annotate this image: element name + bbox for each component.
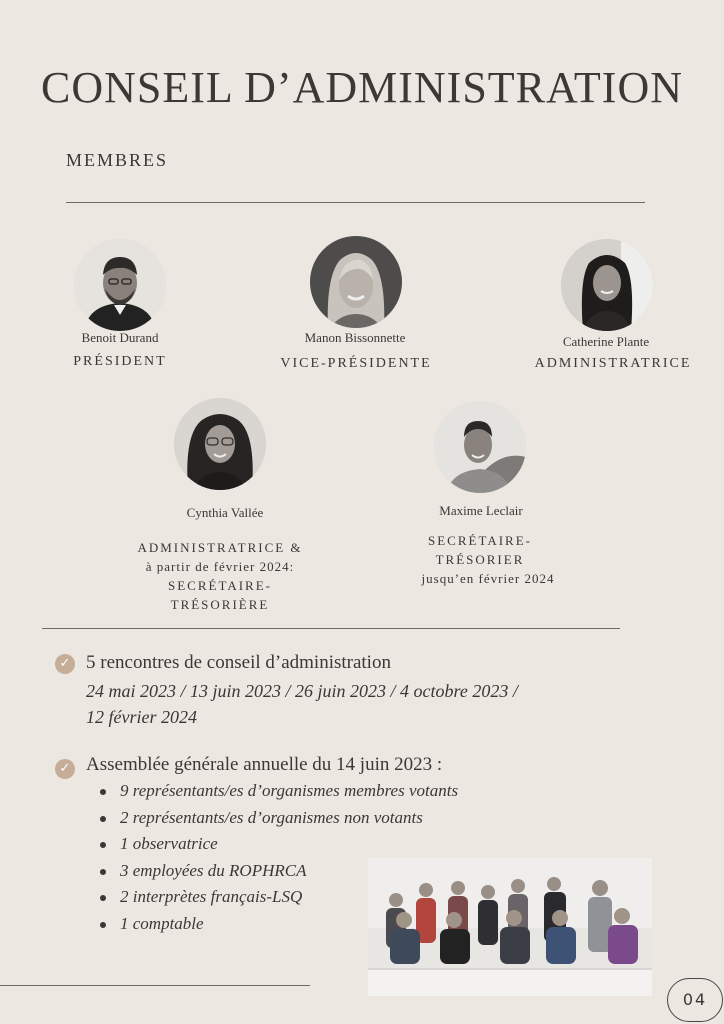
divider-top bbox=[66, 202, 645, 203]
avatar-maxime-leclair bbox=[434, 401, 526, 493]
member-role-line: à partir de février 2024: bbox=[145, 559, 295, 574]
checkmark-icon: ✓ bbox=[55, 759, 75, 779]
divider-middle bbox=[42, 628, 620, 629]
avatar-benoit-durand bbox=[74, 239, 166, 331]
group-photo-image-icon bbox=[368, 858, 652, 996]
assembly-title: Assemblée générale annuelle du 14 juin 2023 : bbox=[86, 754, 443, 775]
member-role-line: TRÉSORIER bbox=[435, 552, 525, 567]
avatar-cynthia-vallee bbox=[174, 398, 266, 490]
member-name: Maxime Leclair bbox=[439, 503, 523, 518]
list-item: 9 représentants/es d’organismes membres votants bbox=[96, 778, 516, 805]
meeting-dates: 24 mai 2023 / 13 juin 2023 / 26 juin 2023 / 4 octobre 2023 / bbox=[86, 681, 518, 701]
section-label-members: MEMBRES bbox=[66, 150, 169, 170]
meeting-dates: 12 février 2024 bbox=[86, 707, 197, 727]
list-item: 1 comptable bbox=[96, 911, 516, 938]
member-role-line: ADMINISTRATRICE & bbox=[137, 540, 303, 555]
member-role: ADMINISTRATRICE bbox=[534, 356, 692, 371]
list-item: 2 interprètes français-LSQ bbox=[96, 884, 516, 911]
person-photo-icon bbox=[174, 398, 266, 490]
page-number: 04 bbox=[667, 978, 723, 1022]
member-role: VICE-PRÉSIDENTE bbox=[280, 356, 432, 371]
member-role: PRÉSIDENT bbox=[73, 354, 167, 369]
list-item: 2 représentants/es d’organismes non votants bbox=[96, 805, 516, 832]
avatar-catherine-plante bbox=[561, 239, 653, 331]
member-name: Cynthia Vallée bbox=[186, 505, 264, 520]
member-role-line: TRÉSORIÈRE bbox=[170, 597, 270, 612]
person-photo-icon bbox=[434, 401, 526, 493]
group-photo bbox=[368, 858, 652, 996]
checkmark-icon: ✓ bbox=[55, 654, 75, 674]
member-name: Catherine Plante bbox=[562, 334, 650, 349]
member-role-line: SECRÉTAIRE- bbox=[427, 533, 532, 548]
person-photo-icon bbox=[310, 236, 402, 328]
member-role-line: SECRÉTAIRE- bbox=[167, 578, 272, 593]
page-title: CONSEIL D’ADMINISTRATION bbox=[41, 63, 683, 112]
member-role-line: jusqu’en février 2024 bbox=[421, 571, 555, 586]
member-name: Manon Bissonnette bbox=[304, 330, 406, 345]
person-photo-icon bbox=[74, 239, 166, 331]
list-item: 3 employées du ROPHRCA bbox=[96, 858, 516, 885]
person-photo-icon bbox=[561, 239, 653, 331]
member-name: Benoit Durand bbox=[81, 330, 159, 345]
meetings-title: 5 rencontres de conseil d’administration bbox=[86, 652, 391, 673]
avatar-manon-bissonnette bbox=[310, 236, 402, 328]
divider-bottom bbox=[0, 985, 310, 986]
list-item: 1 observatrice bbox=[96, 831, 516, 858]
